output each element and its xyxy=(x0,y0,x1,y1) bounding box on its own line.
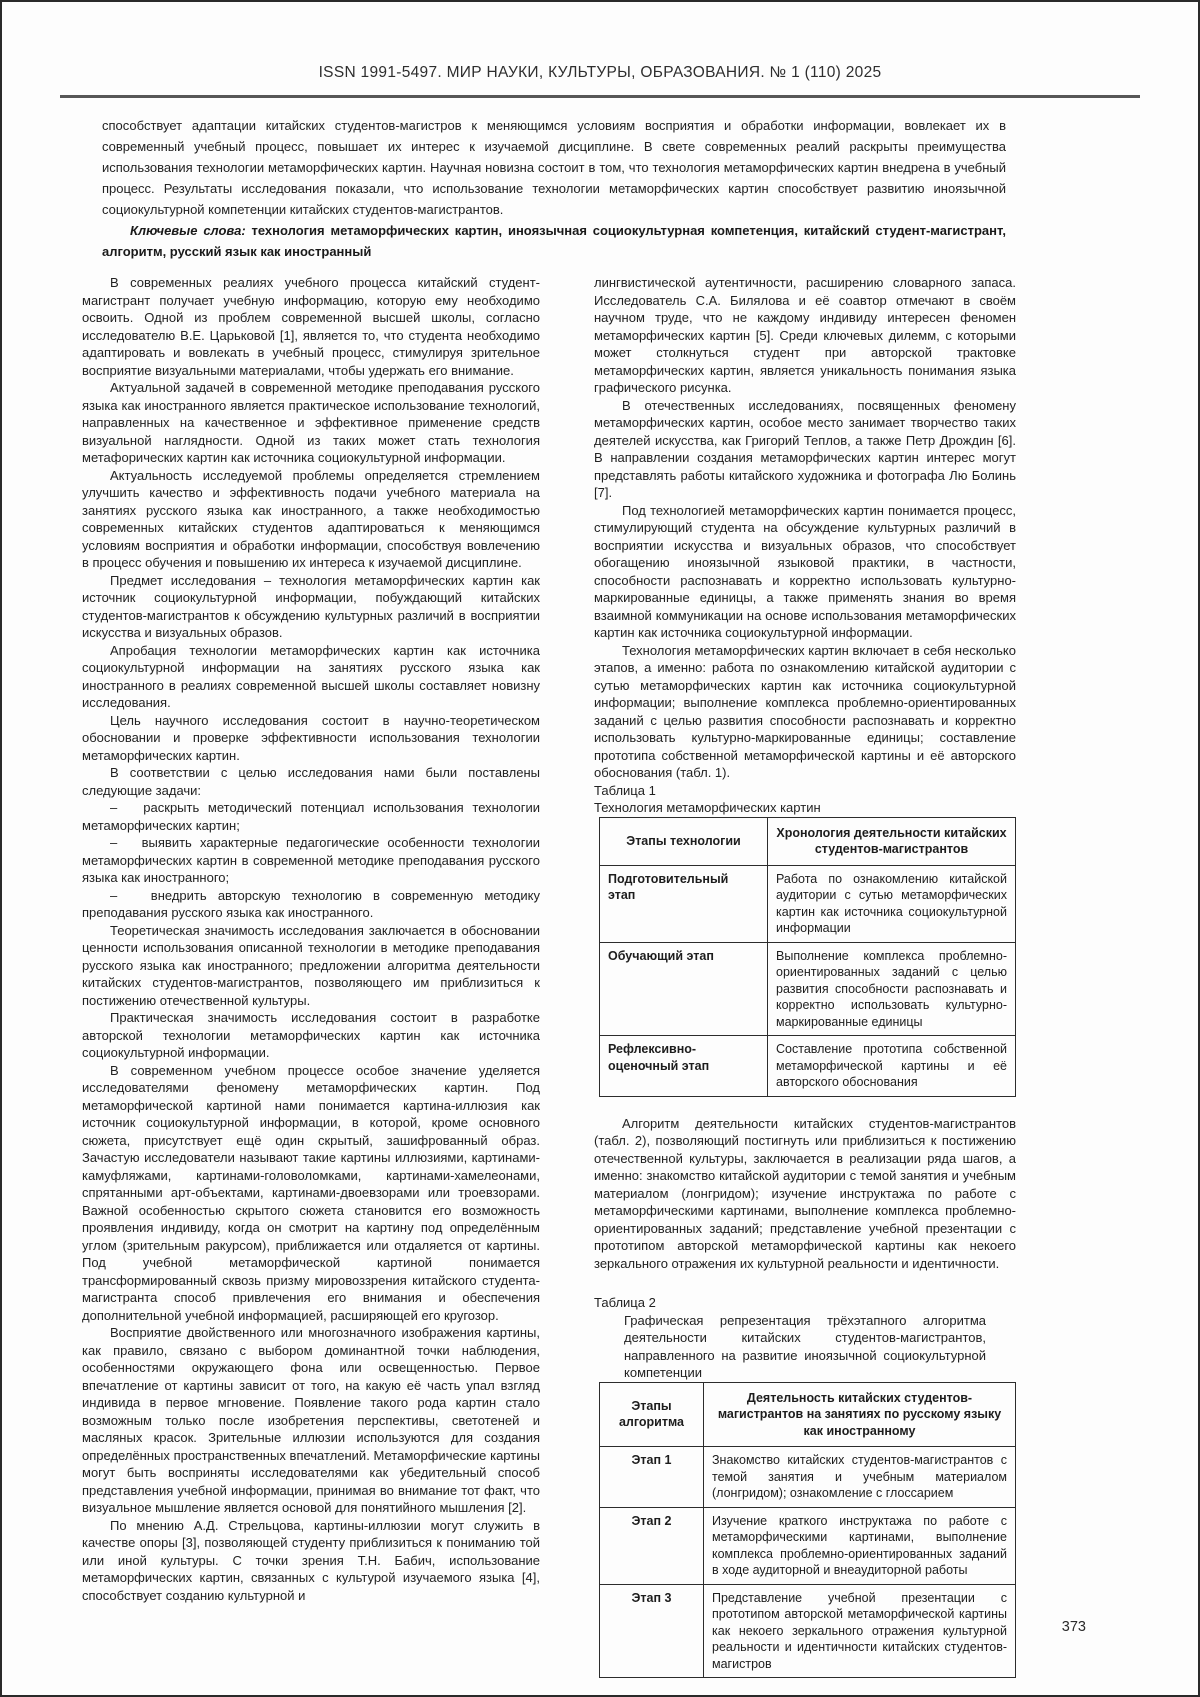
paragraph: В соответствии с целью исследования нами были поставлены следующие задачи: xyxy=(82,765,540,798)
table-cell-activity: Работа по ознакомлению китайской аудитории с сутью метаморфических картин как источника социокультурной информации xyxy=(768,865,1016,942)
keywords-text: технология метаморфических картин, иноязычная социокультурная компетенция, китайский студент-магистрант, алгоритм, русский язык как иностранный xyxy=(102,223,1006,259)
table-cell-stage: Подготовительный этап xyxy=(600,865,768,942)
table-row xyxy=(600,1036,1016,1097)
paragraph: Актуальность исследуемой проблемы определяется стремлением улучшить качество и эффективность подачи учебного материала на занятиях русского языка как иностранного, а также необходимостью современных китайских студентов адаптироваться к меняющимся условиям восприятия и обработки информации, способствуя вовлечению в процесс обучения и повышению их интереса к изучаемой дисциплине. xyxy=(82,467,540,570)
table-cell-activity: Представление учебной презентации с прототипом авторской метаморфической картины как некоего зеркального отражения культурной реальности и идентичности китайских студентов-магистров xyxy=(704,1584,1016,1678)
table-row xyxy=(600,942,1016,1036)
table-cell-stage: Этап 3 xyxy=(600,1584,704,1678)
table-algorithm-stages xyxy=(599,1382,1016,1679)
table1-title: Технология метаморфических картин xyxy=(594,800,821,815)
table2-header-activity: Деятельность китайских студентов-магистрантов на занятиях по русскому языку как иностранному xyxy=(704,1382,1016,1447)
abstract-text: способствует адаптации китайских студентов-магистров к меняющимся условиям восприятия и обработки информации, вовлекает их в современный учебный процесс, повышает их интерес к изучаемой дисциплине. В свете современных реалий раскрыты преимущества использования технологии метаморфических картин. Научная новизна состоит в том, что технология метаморфических картин внедрена в учебный процесс. Результаты исследования показали, что использование технологии метаморфических картин способствует развитию иноязычной социокультурной компетенции китайских студентов-магистрантов. xyxy=(102,118,1006,217)
keywords-line xyxy=(102,220,1006,262)
table-cell-activity: Изучение краткого инструктажа по работе с метаморфическими картинами, выполнение комплекса проблемно-ориентированных заданий в ходе аудиторной и внеаудиторной работы xyxy=(704,1507,1016,1584)
list-item-dash: – раскрыть методический потенциал использования технологии метаморфических картин; xyxy=(82,800,540,833)
table-row xyxy=(600,1584,1016,1678)
table2-caption: Таблица 2 xyxy=(594,1295,656,1310)
table-cell-activity: Составление прототипа собственной метаморфической картины и её авторского обоснования xyxy=(768,1036,1016,1097)
paragraph: В современном учебном процессе особое значение уделяется исследователями феномену метаморфических картин. Под метаморфической картиной нами понимается картина-иллюзия как источник социокультурной информации, в которой, кроме основного сюжета, присутствует ещё один скрытый, зашифрованный образ. Зачастую исследователи называют такие картины иллюзиями, картинами-камуфляжами, картинами-головоломками, картинами-хамелеонами, спрятанными арт-объектами, картинами-двоевзорами или троевзорами. Важной особенностью скрытого сюжета становится его возможность проявления индивиду, когда он смотрит на картину под определённым углом (зрительным ракурсом), приближается или отдаляется от картины. Под учебной метаморфической картиной понимается трансформированный сквозь призму мировоззрения китайского студента-магистранта способ привлечения его внимания и обеспечения дополнительной учебной информацией, расширяющей его кругозор. xyxy=(82,1062,540,1323)
header-rule xyxy=(60,95,1140,98)
table-cell-stage: Этап 2 xyxy=(600,1507,704,1584)
paragraph: Апробация технологии метаморфических картин как источника социокультурной информации на занятиях русского языка как иностранного в реалиях современной высшей школы составляет новизну исследования. xyxy=(82,642,540,710)
paragraph: Предмет исследования – технология метаморфических картин как источник социокультурной информации, побуждающий китайских студентов-магистрантов к обсуждению культурных различий в восприятии искусства и визуальных образов. xyxy=(82,572,540,640)
paragraph: Теоретическая значимость исследования заключается в обосновании ценности использования описанной технологии в методике преподавания русского языка как иностранного; предложении алгоритма деятельности китайских студентов-магистрантов, позволяющего им приблизиться к постижению отечественной культуры. xyxy=(82,922,540,1008)
paragraph: В современных реалиях учебного процесса китайский студент-магистрант получает учебную информацию, которую ему необходимо освоить. Одной из проблем современной высшей школы, согласно исследователю В.Е. Царьковой [1], является то, что студента необходимо адаптировать и вовлекать в учебный процесс, стимулируя зрительное восприятие визуальными материалами, чтобы удержать его внимание. xyxy=(82,275,540,378)
paragraph: Под технологией метаморфических картин понимается процесс, стимулирующий студента на обсуждение культурных различий в восприятии искусства и визуальных образов, что способствует обогащению иноязычной языковой практики, в частности, способности распознавать и корректно использовать культурно-маркированные единицы, а также применять знания во время взаимной коммуникации на основе использования метаморфических картин как источника социокультурной информации. xyxy=(594,502,1016,640)
two-column-body xyxy=(82,274,1198,1678)
table-cell-activity: Выполнение комплекса проблемно-ориентированных заданий с целью развития способности распознавать и корректно использовать культурно-маркированные единицы xyxy=(768,942,1016,1036)
page-number: 373 xyxy=(1061,1619,1086,1635)
table-header-row xyxy=(600,817,1016,865)
keywords-label: Ключевые слова: xyxy=(130,223,246,238)
table-cell-stage: Этап 1 xyxy=(600,1447,704,1508)
paragraph: Цель научного исследования состоит в научно-теоретическом обосновании и проверке эффективности использования технологии метаморфических картин. xyxy=(82,712,540,763)
journal-header: ISSN 1991-5497. МИР НАУКИ, КУЛЬТУРЫ, ОБРАЗОВАНИЯ. № 1 (110) 2025 xyxy=(318,64,882,81)
table-header-row xyxy=(600,1382,1016,1447)
paragraph: Практическая значимость исследования состоит в разработке авторской технологии метаморфических картин как источника социокультурной информации. xyxy=(82,1010,540,1060)
paragraph: Алгоритм деятельности китайских студентов-магистрантов (табл. 2), позволяющий постигнуть или приблизиться к постижению отечественной культуры, заключается в реализации ряда шагов, а именно: знакомство китайской аудитории с темой занятия и учебным материалом (лонгридом); изучение инструктажа по работе с метаморфическими картинами, выполнение комплекса проблемно-ориентированных заданий; представление учебной презентации с прототипом авторской метаморфической картины как некоего зеркального отражения их культурной реальности и идентичности. xyxy=(594,1115,1016,1271)
table-row xyxy=(600,865,1016,942)
table2-title: Графическая репрезентация трёхэтапного алгоритма деятельности китайских студентов-магистрантов, направленного на развитие иноязычной социокультурной компетенции xyxy=(624,1312,986,1380)
paragraph: Восприятие двойственного или многозначного изображения картины, как правило, связано с выбором доминантной точки наблюдения, особенностями окружающего фона или освещенностью. Первое впечатление от картины зависит от того, на какую её часть упал взгляд индивида в первое мгновение. Появление такого рода картин стало возможным только после изобретения перспективы, светотеней и масляных красок. Зрительные иллюзии используются для создания определённых пространственных впечатлений. Метаморфические картины могут быть восприняты исследователями как убедительный способ представления учебной информации, принимая во внимание тот факт, что визуальное мышление является основой для понятийного мышления [2]. xyxy=(82,1325,540,1515)
left-column xyxy=(82,274,540,1678)
table-row xyxy=(600,1507,1016,1584)
right-column xyxy=(594,274,1016,1678)
table-technology-stages xyxy=(599,817,1016,1097)
list-item-dash: – выявить характерные педагогические особенности технологии метаморфических картин в современной методике преподавания русского языка как иностранного; xyxy=(82,835,540,885)
table-cell-stage: Обучающий этап xyxy=(600,942,768,1036)
table-cell-activity: Знакомство китайских студентов-магистрантов с темой занятия и учебным материалом (лонгридом); ознакомление с глоссарием xyxy=(704,1447,1016,1508)
table1-header-chronology: Хронология деятельности китайских студентов-магистрантов xyxy=(768,817,1016,865)
paragraph: Актуальной задачей в современной методике преподавания русского языка как иностранного является практическое использование технологий, направленных на качественное и эффективное применение средств визуальной наглядности. Одной из таких может стать технология метафорических картин как источника социокультурной информации. xyxy=(82,380,540,465)
table-cell-stage: Рефлексивно-оценочный этап xyxy=(600,1036,768,1097)
table-row xyxy=(600,1447,1016,1508)
paragraph: лингвистической аутентичности, расширению словарного запаса. Исследователь С.А. Билялова и её соавтор отмечают в своём научном труде, что не каждому индивиду интересен феномен метаморфических картин [5]. Среди ключевых дилемм, с которыми может столкнуться студент при авторской трактовке метаморфических картин, является уникальность понимания языка графического рисунка. xyxy=(594,275,1016,395)
paragraph: По мнению А.Д. Стрельцова, картины-иллюзии могут служить в качестве опоры [3], позволяющей студенту приблизиться к пониманию той или иной культуры. С точки зрения Т.Н. Бабич, использование метаморфических картин, связанных с культурой изучаемого языка [4], способствует созданию культурной и xyxy=(82,1517,540,1603)
paragraph: Технология метаморфических картин включает в себя несколько этапов, а именно: работа по ознакомлению китайской аудитории с сутью метаморфических картин как источника социокультурной информации; выполнение комплекса проблемно-ориентированных заданий с целью развития способности распознавать и корректно использовать культурно-маркированные единицы; составление прототипа собственной метаморфической картины и её авторского обоснования (табл. 1). xyxy=(594,642,1016,780)
paragraph: В отечественных исследованиях, посвященных феномену метаморфических картин, особое место занимает творчество таких деятелей искусства, как Григорий Теплов, а также Петр Дрождин [6]. В направлении создания метаморфических картин интерес могут представлять работы китайского художника и фотографа Лю Болинь [7]. xyxy=(594,397,1016,500)
list-item-dash: – внедрить авторскую технологию в современную методику преподавания русского языка как иностранного. xyxy=(82,887,540,920)
table1-header-stages: Этапы технологии xyxy=(600,817,768,865)
table1-caption: Таблица 1 xyxy=(594,782,656,798)
table2-header-stages: Этапы алгоритма xyxy=(600,1382,704,1447)
